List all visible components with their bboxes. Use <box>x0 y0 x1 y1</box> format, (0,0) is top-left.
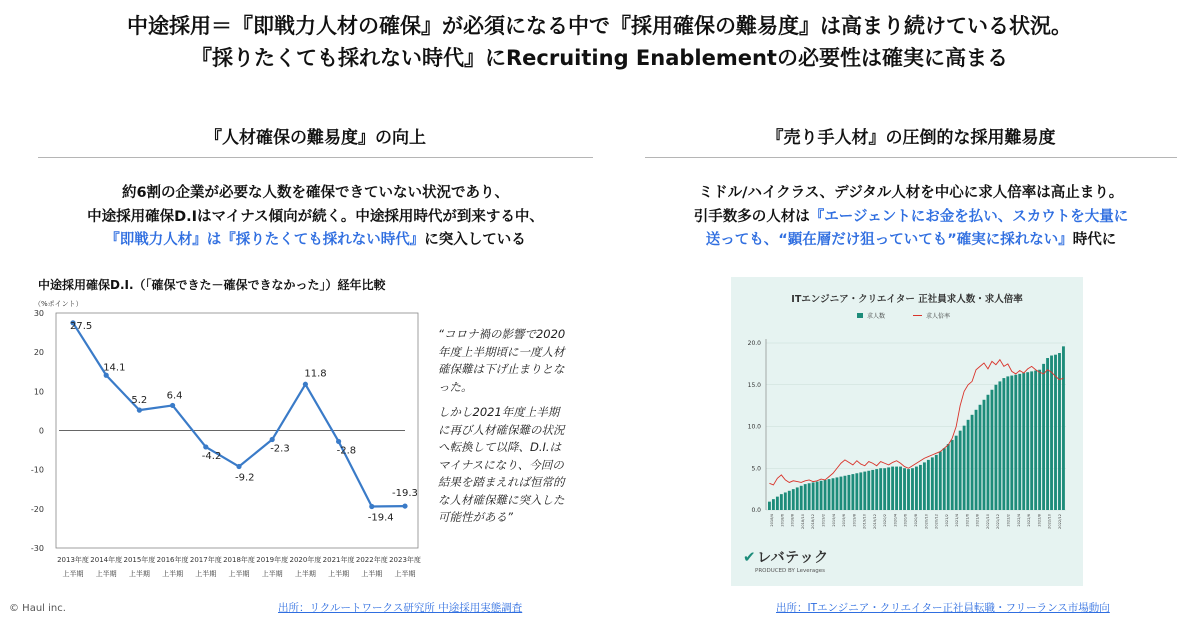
jobs-bar-34 <box>903 468 906 510</box>
jobs-bar-56 <box>991 390 994 510</box>
jobs-bar-8 <box>800 486 803 510</box>
jobs-bar-53 <box>979 405 982 510</box>
jobs-bar-18 <box>840 477 843 510</box>
di-x-subtick-5: 上半期 <box>228 570 250 578</box>
jobs-bar-0 <box>768 502 771 510</box>
di-x-tick-8: 2021年度 <box>322 556 355 564</box>
jobs-bar-chart <box>731 277 1083 586</box>
left-desc-line-2: 中途採用確保D.Iはマイナス傾向が続く。中途採用時代が到来する中、 <box>87 208 544 225</box>
jobs-bar-30 <box>887 467 890 510</box>
headline-line-1: 中途採用＝『即戦力人材の確保』が必須になる中で『採用確保の難易度』は高まり続けている状況。 <box>127 14 1072 38</box>
jobs-legend-label-0: 求人数 <box>867 313 886 320</box>
jobs-bar-59 <box>1002 378 1005 510</box>
jobs-bar-43 <box>939 452 942 510</box>
jobs-bar-37 <box>915 467 918 510</box>
jobs-bar-9 <box>804 484 807 510</box>
di-value-label-3: 6.4 <box>166 390 183 402</box>
di-y-tick-4: -10 <box>30 465 44 475</box>
jobs-bar-10 <box>808 483 811 510</box>
jobs-bar-68 <box>1038 370 1041 510</box>
di-value-label-0: 27.5 <box>70 320 93 332</box>
jobs-bar-13 <box>820 481 823 510</box>
jobs-x-tick-21: 2021/10 <box>985 514 990 529</box>
di-line-chart <box>28 296 433 586</box>
jobs-x-tick-18: 2021/4 <box>955 514 960 527</box>
jobs-x-tick-20: 2021/8 <box>975 514 980 527</box>
di-x-subtick-0: 上半期 <box>62 570 84 578</box>
di-x-tick-3: 2016年度 <box>156 556 189 564</box>
di-point-10 <box>402 503 407 508</box>
jobs-bar-61 <box>1010 376 1013 510</box>
di-point-2 <box>137 408 142 413</box>
right-description <box>635 182 1187 253</box>
right-desc-line-2 <box>635 206 1187 230</box>
di-point-9 <box>369 504 374 509</box>
jobs-x-tick-19: 2021/6 <box>965 514 970 527</box>
di-x-tick-9: 2022年度 <box>355 556 388 564</box>
jobs-bar-64 <box>1022 373 1025 510</box>
di-x-tick-7: 2020年度 <box>289 556 322 564</box>
right-desc-tail: 時代に <box>1072 232 1117 248</box>
jobs-chart-title: ITエンジニア・クリエイター 正社員求人数・求人倍率 <box>791 294 1023 305</box>
jobs-bar-42 <box>935 455 938 510</box>
right-section-title: 『売り手人材』の圧倒的な採用難易度 <box>766 128 1056 148</box>
di-value-label-1: 14.1 <box>103 362 126 374</box>
jobs-bar-55 <box>987 395 990 510</box>
jobs-bar-27 <box>875 469 878 510</box>
jobs-x-tick-17: 2021/2 <box>944 514 949 527</box>
jobs-bar-29 <box>883 468 886 510</box>
jobs-x-tick-2: 2018/8 <box>790 514 795 527</box>
di-value-label-5: -9.2 <box>235 472 255 484</box>
jobs-bar-24 <box>863 472 866 510</box>
jobs-bar-33 <box>899 467 902 510</box>
jobs-bar-20 <box>847 475 850 510</box>
jobs-bar-40 <box>927 460 930 510</box>
jobs-legend-swatch <box>857 313 863 318</box>
jobs-bar-41 <box>931 457 934 510</box>
di-y-tick-5: -20 <box>30 504 44 514</box>
jobs-x-tick-12: 2020/4 <box>893 514 898 527</box>
jobs-bar-72 <box>1054 355 1057 510</box>
jobs-bar-19 <box>843 476 846 510</box>
jobs-bar-4 <box>784 492 787 510</box>
di-value-label-9: -19.4 <box>367 512 394 524</box>
di-point-7 <box>303 382 308 387</box>
jobs-bar-1 <box>772 499 775 510</box>
jobs-bar-11 <box>812 482 815 510</box>
jobs-bar-70 <box>1046 358 1049 510</box>
right-source-link[interactable]: 出所：ITエンジニア・クリエイター正社員転職・フリーランス市場動向 <box>776 602 1110 614</box>
jobs-bar-16 <box>832 478 835 510</box>
di-x-tick-4: 2017年度 <box>189 556 222 564</box>
jobs-bar-73 <box>1058 353 1061 510</box>
jobs-x-tick-27: 2022/10 <box>1047 514 1052 529</box>
di-x-subtick-9: 上半期 <box>361 570 383 578</box>
di-x-subtick-7: 上半期 <box>294 570 316 578</box>
jobs-bar-23 <box>859 472 862 510</box>
jobs-chart-panel <box>731 277 1083 586</box>
jobs-bar-12 <box>816 482 819 510</box>
jobs-bar-62 <box>1014 375 1017 510</box>
di-x-subtick-4: 上半期 <box>195 570 217 578</box>
jobs-x-tick-22: 2021/12 <box>996 514 1001 529</box>
di-value-label-8: -2.8 <box>336 445 357 457</box>
di-value-label-10: -19.3 <box>392 488 418 500</box>
jobs-x-tick-23: 2022/2 <box>1006 514 1011 527</box>
jobs-bar-3 <box>780 494 783 510</box>
jobs-bar-25 <box>867 471 870 510</box>
jobs-x-tick-13: 2020/6 <box>903 514 908 527</box>
jobs-x-tick-9: 2019/10 <box>862 514 867 529</box>
jobs-x-tick-10: 2019/12 <box>872 514 877 529</box>
di-x-subtick-10: 上半期 <box>394 570 416 578</box>
jobs-bar-14 <box>824 480 827 510</box>
logo-name: レバテック <box>757 550 829 566</box>
jobs-bar-58 <box>998 381 1001 510</box>
quote-paragraph-1: “コロナ禍の影響で2020年度上半期頃に一度人材確保難は下げ止まりとなった。 <box>438 327 566 394</box>
jobs-bar-26 <box>871 470 874 510</box>
copyright: © Haul inc. <box>9 603 66 614</box>
jobs-x-tick-25: 2022/6 <box>1027 514 1032 527</box>
quote-paragraph-2: しかし2021年度上半期に再び人材確保難の状況へ転換して以降、D.I.はマイナスになり、今回の結果を踏まえれば恒常的な人材確保難に突入した可能性がある” <box>438 405 565 524</box>
jobs-bar-32 <box>895 467 898 510</box>
di-value-label-6: -2.3 <box>270 443 290 455</box>
jobs-x-tick-8: 2019/8 <box>852 514 857 527</box>
jobs-x-tick-5: 2019/2 <box>821 514 826 527</box>
jobs-bar-69 <box>1042 364 1045 510</box>
di-x-tick-10: 2023年度 <box>389 556 421 564</box>
jobs-bar-35 <box>907 469 910 510</box>
right-desc-lead: 引手数多の人材は <box>693 208 810 225</box>
di-x-subtick-1: 上半期 <box>95 570 117 578</box>
jobs-bar-28 <box>879 468 882 510</box>
left-divider <box>38 157 593 158</box>
jobs-bar-31 <box>891 467 894 510</box>
jobs-bar-44 <box>943 448 946 510</box>
jobs-x-tick-14: 2020/8 <box>914 514 918 527</box>
di-x-tick-2: 2015年度 <box>123 556 156 564</box>
di-x-tick-0: 2013年度 <box>57 556 89 564</box>
jobs-bar-63 <box>1018 374 1021 510</box>
jobs-x-tick-3: 2018/10 <box>800 514 805 529</box>
di-point-8 <box>336 439 341 444</box>
left-desc-line-1: 約6割の企業が必要な人数を確保できていない状況であり、 <box>121 185 510 201</box>
jobs-x-tick-0: 2018/4 <box>770 514 775 527</box>
right-divider <box>645 157 1177 158</box>
jobs-bar-22 <box>855 473 858 510</box>
jobs-bar-45 <box>947 444 950 510</box>
jobs-bar-15 <box>828 479 831 510</box>
jobs-y-tick-3: 5.0 <box>751 465 761 473</box>
jobs-bar-57 <box>994 385 997 510</box>
jobs-bar-48 <box>959 431 962 510</box>
di-y-axis-label: （%ポイント） <box>34 300 83 308</box>
di-point-5 <box>236 464 241 469</box>
headline-line-2: 『採りたくても採れない時代』にRecruiting Enablementの必要性は確実に高まる <box>191 46 1008 70</box>
levtech-logo <box>743 547 829 574</box>
jobs-legend-label-1: 求人倍率 <box>926 313 951 320</box>
jobs-bar-66 <box>1030 371 1033 510</box>
di-value-label-2: 5.2 <box>131 395 148 407</box>
jobs-bar-2 <box>776 497 779 510</box>
jobs-bar-65 <box>1026 372 1029 510</box>
jobs-bar-67 <box>1034 371 1037 510</box>
jobs-x-tick-1: 2018/6 <box>780 514 785 527</box>
jobs-bar-54 <box>983 400 986 510</box>
logo-subtitle: PRODUCED BY Leverages <box>755 568 825 574</box>
di-x-subtick-2: 上半期 <box>128 570 150 578</box>
jobs-y-tick-0: 20.0 <box>747 340 761 347</box>
jobs-y-tick-4: 0.0 <box>751 507 761 514</box>
di-point-4 <box>203 444 208 449</box>
di-chart-title: 中途採用確保D.I.（「確保できた－確保できなかった」）経年比較 <box>38 278 386 292</box>
di-y-tick-6: -30 <box>30 544 44 553</box>
di-x-subtick-3: 上半期 <box>162 570 184 578</box>
di-point-6 <box>270 437 275 442</box>
jobs-y-tick-1: 15.0 <box>747 381 761 389</box>
jobs-x-tick-6: 2019/4 <box>831 514 836 527</box>
jobs-bar-52 <box>975 410 978 510</box>
jobs-bar-47 <box>955 436 958 510</box>
di-x-tick-1: 2014年度 <box>90 556 123 564</box>
commentary-quote <box>438 326 570 527</box>
left-desc-highlight: 『即戦力人材』は『採りたくても採れない時代』 <box>105 232 425 248</box>
di-point-3 <box>170 403 175 408</box>
jobs-bar-17 <box>836 477 839 510</box>
jobs-bar-7 <box>796 487 799 510</box>
jobs-bar-60 <box>1006 376 1009 510</box>
jobs-bar-6 <box>792 489 795 510</box>
jobs-x-tick-15: 2020/10 <box>924 514 929 529</box>
jobs-y-tick-2: 10.0 <box>747 423 761 431</box>
right-desc-line-3 <box>635 229 1187 253</box>
di-y-tick-1: 20 <box>33 348 44 358</box>
di-x-subtick-6: 上半期 <box>261 570 283 578</box>
jobs-bar-50 <box>967 420 970 510</box>
jobs-x-tick-24: 2022/4 <box>1016 514 1021 527</box>
jobs-bar-46 <box>951 440 954 510</box>
di-x-tick-6: 2019年度 <box>256 556 289 564</box>
di-value-label-7: 11.8 <box>304 368 327 380</box>
jobs-x-tick-16: 2020/12 <box>934 514 939 529</box>
di-x-subtick-8: 上半期 <box>328 570 350 578</box>
headline <box>0 10 1199 74</box>
di-point-1 <box>104 373 109 378</box>
di-y-tick-3: 0 <box>38 426 44 436</box>
left-description <box>28 182 603 253</box>
left-desc-tail: に突入している <box>424 232 526 248</box>
jobs-bar-21 <box>851 474 854 510</box>
right-desc-highlight-1: 『エージェントにお金を払い、スカウトを大量に <box>809 208 1129 225</box>
jobs-bar-38 <box>919 465 922 510</box>
left-source-link[interactable]: 出所：リクルートワークス研究所 中途採用実態調査 <box>278 602 523 614</box>
di-y-tick-2: 10 <box>33 387 44 397</box>
jobs-bar-74 <box>1062 346 1065 510</box>
jobs-x-tick-11: 2020/2 <box>883 514 888 527</box>
jobs-bar-5 <box>788 491 791 510</box>
di-y-tick-0: 30 <box>33 309 44 318</box>
jobs-bar-71 <box>1050 356 1053 510</box>
right-desc-line-1: ミドル/ハイクラス、デジタル人材を中心に求人倍率は高止まり。 <box>698 185 1124 201</box>
left-section-title: 『人材確保の難易度』の向上 <box>205 128 426 148</box>
check-logo-icon: ✔ <box>743 548 757 566</box>
left-desc-line-3 <box>28 229 603 253</box>
jobs-x-tick-4: 2018/12 <box>811 514 816 529</box>
right-desc-highlight-2: 送っても、“顕在層だけ狙っていても”確実に採れない』 <box>705 232 1073 248</box>
jobs-bar-49 <box>963 426 966 510</box>
jobs-bar-51 <box>971 415 974 510</box>
jobs-bar-39 <box>923 462 926 510</box>
jobs-x-tick-7: 2019/6 <box>842 514 847 527</box>
jobs-x-tick-26: 2022/8 <box>1037 514 1042 527</box>
jobs-bar-36 <box>911 468 914 510</box>
di-x-tick-5: 2018年度 <box>223 556 255 564</box>
di-value-label-4: -4.2 <box>201 450 222 462</box>
jobs-x-tick-28: 2022/12 <box>1057 514 1062 529</box>
